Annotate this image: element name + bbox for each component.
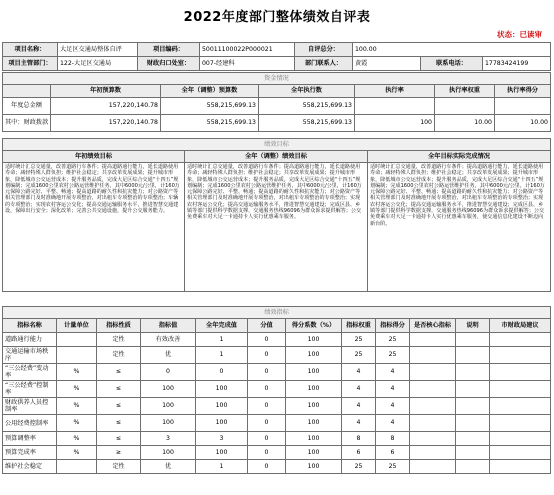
funds-initial: 157,220,140.78 bbox=[51, 115, 161, 132]
goal-adjusted-text: 适时统计汇总交通量，改善道路行车条件；提高道路通行能力，延长道路使用寿命；减轻特殊人群负担；维护社会稳定；共享改革发展成果；提升城市形象，降低城市公交运营成本；提升服务品质，完成大足区综合交通“十四五”规划编制；完成1600公里农村公路运营维护任务，其中6000元/公里，计160万元保障公路完好、平整、畅通；提高道路的耐久性和抗灾能力；对公路资产等相关管理部门及时准确地开展专项整治，对出租车专项整治的专项整治；实现农村客运公交化；提高交通运输服务水平，推进智慧交通建设；完成区县、乡镇等部门提供科学数据支撑，交通服务热线96096为群众诉求提供解答；公交免费乘车对大足一卡通持卡人实行优惠乘车服务。 bbox=[185, 163, 368, 292]
goals-header: 全年目标实际完成情况 bbox=[368, 151, 551, 163]
indicator-target: 0 bbox=[141, 364, 196, 381]
indicator-core bbox=[410, 432, 456, 446]
self-score-value: 100.00 bbox=[353, 43, 551, 57]
table-row bbox=[3, 347, 551, 364]
indicator-target: 3 bbox=[141, 432, 196, 446]
indicator-nature: 定性 bbox=[97, 460, 141, 474]
indicator-name: “三公经费”变动率 bbox=[3, 364, 57, 381]
table-row bbox=[3, 115, 551, 132]
goals-table bbox=[2, 138, 551, 292]
indicator-coef: 100 bbox=[286, 432, 342, 446]
indicator-coef: 100 bbox=[286, 460, 342, 474]
funds-header: 年初预算数 bbox=[51, 85, 161, 98]
contact-label: 部门联系人： bbox=[295, 57, 353, 71]
table-row bbox=[3, 333, 551, 347]
indicator-header: 全年完成值 bbox=[196, 319, 248, 333]
indicator-core bbox=[410, 347, 456, 364]
indicators-section-title: 绩效指标 bbox=[3, 307, 551, 319]
indicator-target: 100 bbox=[141, 398, 196, 415]
indicator-core bbox=[410, 446, 456, 460]
indicator-advice bbox=[490, 347, 551, 364]
status-badge: 状态：已读审 bbox=[497, 30, 542, 39]
indicator-score-val: 0 bbox=[248, 415, 286, 432]
indicator-pts: 4 bbox=[376, 381, 410, 398]
indicator-coef: 100 bbox=[286, 415, 342, 432]
indicator-weight: 4 bbox=[342, 381, 376, 398]
indicator-weight: 4 bbox=[342, 415, 376, 432]
indicator-coef: 100 bbox=[286, 446, 342, 460]
table-row bbox=[3, 460, 551, 474]
indicator-core bbox=[410, 415, 456, 432]
indicator-nature: 定性 bbox=[97, 347, 141, 364]
dept-label: 项目主管部门： bbox=[3, 57, 58, 71]
funds-initial: 157,220,140.78 bbox=[51, 98, 161, 115]
funds-rate bbox=[355, 98, 435, 115]
phone-label: 联系电话： bbox=[421, 57, 483, 71]
page-title: 2022年度部门整体绩效自评表 bbox=[183, 10, 371, 25]
indicator-advice bbox=[490, 446, 551, 460]
indicator-name: 交通运输市场秩序 bbox=[3, 347, 57, 364]
funds-row-label: 年度总金额 bbox=[3, 98, 51, 115]
goals-section-title: 绩效目标 bbox=[3, 139, 551, 151]
indicator-done: 100 bbox=[196, 381, 248, 398]
indicator-advice bbox=[490, 460, 551, 474]
indicator-done: 1 bbox=[196, 347, 248, 364]
indicator-name: 预算完成率 bbox=[3, 446, 57, 460]
indicator-note bbox=[456, 398, 490, 415]
indicator-note bbox=[456, 333, 490, 347]
table-row bbox=[3, 415, 551, 432]
table-row bbox=[3, 364, 551, 381]
indicator-name: 预算调整率 bbox=[3, 432, 57, 446]
finance-value: 007-经建科 bbox=[200, 57, 295, 71]
indicator-coef: 100 bbox=[286, 398, 342, 415]
indicator-nature: ≥ bbox=[97, 446, 141, 460]
indicator-target: 100 bbox=[141, 446, 196, 460]
indicator-name: 公用经费控制率 bbox=[3, 415, 57, 432]
indicator-weight: 25 bbox=[342, 347, 376, 364]
indicator-score-val: 0 bbox=[248, 460, 286, 474]
indicator-score-val: 0 bbox=[248, 333, 286, 347]
dept-value: 122-大足区交通局 bbox=[58, 57, 138, 71]
indicator-weight: 25 bbox=[342, 333, 376, 347]
table-row bbox=[3, 398, 551, 415]
indicator-target: 100 bbox=[141, 381, 196, 398]
indicator-pts: 4 bbox=[376, 398, 410, 415]
indicator-done: 1 bbox=[196, 460, 248, 474]
indicator-pts: 4 bbox=[376, 364, 410, 381]
indicator-name: 财政供养人员控制率 bbox=[3, 398, 57, 415]
indicator-done: 1 bbox=[196, 333, 248, 347]
indicator-header: 指标性质 bbox=[97, 319, 141, 333]
funds-adjusted: 558,215,699.13 bbox=[161, 115, 259, 132]
indicator-unit: % bbox=[57, 381, 97, 398]
funds-section-title: 资金情况 bbox=[3, 73, 551, 85]
funds-header: 全年（调整）预算数 bbox=[161, 85, 259, 98]
table-row bbox=[3, 98, 551, 115]
indicator-advice bbox=[490, 432, 551, 446]
indicator-header: 说明 bbox=[456, 319, 490, 333]
indicator-unit bbox=[57, 333, 97, 347]
indicator-note bbox=[456, 381, 490, 398]
indicator-nature: ≤ bbox=[97, 381, 141, 398]
project-name-value: 大足区交通局整体自评 bbox=[58, 43, 138, 57]
indicator-header: 指标权重 bbox=[342, 319, 376, 333]
indicator-note bbox=[456, 460, 490, 474]
indicator-advice bbox=[490, 364, 551, 381]
indicator-header: 计量单位 bbox=[57, 319, 97, 333]
indicator-target: 优 bbox=[141, 460, 196, 474]
indicator-nature: ≤ bbox=[97, 398, 141, 415]
indicator-core bbox=[410, 333, 456, 347]
indicator-target: 有效改善 bbox=[141, 333, 196, 347]
indicator-name: 道路通行能力 bbox=[3, 333, 57, 347]
indicator-header: 指标名称 bbox=[3, 319, 57, 333]
phone-value: 17783424199 bbox=[483, 57, 551, 71]
table-row bbox=[3, 381, 551, 398]
indicator-weight: 4 bbox=[342, 364, 376, 381]
indicator-rows bbox=[3, 333, 551, 474]
indicator-target: 优 bbox=[141, 347, 196, 364]
funds-weight: 10.00 bbox=[435, 115, 495, 132]
indicator-coef: 100 bbox=[286, 381, 342, 398]
indicator-unit bbox=[57, 460, 97, 474]
indicator-name: 维护社会稳定 bbox=[3, 460, 57, 474]
indicator-done: 100 bbox=[196, 446, 248, 460]
project-code-value: 50011100022P000021 bbox=[200, 43, 295, 57]
self-score-label: 自评总分： bbox=[295, 43, 353, 57]
funds-score: 10.00 bbox=[495, 115, 551, 132]
indicator-header: 得分系数（%） bbox=[286, 319, 342, 333]
goal-initial-text: 适时统计汇总交通量，改善道路行车条件；提高道路通行能力，延长道路使用寿命；减轻特殊人群负担；维护社会稳定；共享改革发展成果；提升城市形象，降低城市公交运营成本；提升服务品质，完成大足区综合交通“十四五”规划编制；完成1600公里农村公路运营维护任务，其中6000元/公里，计160万元保障公路完好、平整、畅通；提高道路的耐久性和抗灾能力；对公路资产等相关管理部门及时准确地开展专项整治，对出租车专项整治的专项整治；车辆的专项整治；实现农村客运公交化；提高交通运输服务水平，推进智慧交通建设，保障出行安全；深化改革；完善公共交通设施，提升公交服务能力。 bbox=[3, 163, 185, 292]
indicator-advice bbox=[490, 398, 551, 415]
contact-value: 黄霞 bbox=[353, 57, 421, 71]
indicator-core bbox=[410, 381, 456, 398]
project-name-label: 项目名称： bbox=[3, 43, 58, 57]
indicator-nature: 定性 bbox=[97, 333, 141, 347]
indicator-header: 指标得分 bbox=[376, 319, 410, 333]
indicator-weight: 8 bbox=[342, 432, 376, 446]
indicator-done: 3 bbox=[196, 432, 248, 446]
funds-header: 全年执行数 bbox=[259, 85, 355, 98]
funds-score bbox=[495, 98, 551, 115]
indicator-note bbox=[456, 446, 490, 460]
indicator-unit: % bbox=[57, 364, 97, 381]
indicator-unit: % bbox=[57, 398, 97, 415]
indicator-pts: 6 bbox=[376, 446, 410, 460]
indicator-note bbox=[456, 364, 490, 381]
indicator-weight: 6 bbox=[342, 446, 376, 460]
info-table bbox=[2, 42, 551, 71]
indicator-coef: 100 bbox=[286, 333, 342, 347]
indicator-score-val: 0 bbox=[248, 364, 286, 381]
indicator-unit: % bbox=[57, 415, 97, 432]
indicator-advice bbox=[490, 381, 551, 398]
indicator-score-val: 0 bbox=[248, 381, 286, 398]
indicator-advice bbox=[490, 333, 551, 347]
indicator-header: 市财政局建议 bbox=[490, 319, 551, 333]
indicator-coef: 100 bbox=[286, 347, 342, 364]
indicator-note bbox=[456, 432, 490, 446]
indicator-core bbox=[410, 364, 456, 381]
table-row bbox=[3, 432, 551, 446]
indicator-pts: 25 bbox=[376, 347, 410, 364]
indicator-done: 100 bbox=[196, 398, 248, 415]
funds-rate: 100 bbox=[355, 115, 435, 132]
finance-label: 财政归口处室： bbox=[138, 57, 200, 71]
indicator-core bbox=[410, 398, 456, 415]
funds-corner bbox=[3, 85, 51, 98]
indicator-note bbox=[456, 415, 490, 432]
indicator-done: 0 bbox=[196, 364, 248, 381]
indicator-weight: 4 bbox=[342, 398, 376, 415]
indicator-score-val: 0 bbox=[248, 446, 286, 460]
indicator-nature: ≤ bbox=[97, 415, 141, 432]
indicator-unit: % bbox=[57, 432, 97, 446]
project-code-label: 项目编码： bbox=[138, 43, 200, 57]
funds-weight bbox=[435, 98, 495, 115]
funds-executed: 558,215,699.13 bbox=[259, 115, 355, 132]
goal-actual-text: 适时统计汇总交通量，改善道路行车条件；提高道路通行能力，延长道路使用寿命；减轻特殊人群负担；维护社会稳定；共享改革发展成果；提升城市形象，降低城市公交运营成本；提升服务品质，完成大足区综合交通“十四五”规划编制；完成1600公里农村公路运营维护任务，其中6000元/公里，计160万元保障公路完好、平整、畅通；提高道路的耐久性和抗灾能力；对公路资产等相关管理部门及时准确地开展专项整治，对出租车专项整治的专项整治；实现农村客运公交化；提高交通运输服务水平，推进智慧交通建设；完成区县、乡镇等部门提供科学数据支撑，交通服务热线96096为群众诉求提供解答；公交免费乘车对大足一卡通持卡人实行优惠乘车服务，使交通信息化建设不断迈向新台阶。 bbox=[368, 163, 551, 292]
funds-table bbox=[2, 72, 551, 132]
funds-header: 执行率 bbox=[355, 85, 435, 98]
indicator-score-val: 0 bbox=[248, 398, 286, 415]
indicator-score-val: 0 bbox=[248, 432, 286, 446]
funds-header: 执行率得分 bbox=[495, 85, 551, 98]
indicator-advice bbox=[490, 415, 551, 432]
indicator-header: 是否核心指标 bbox=[410, 319, 456, 333]
indicators-table bbox=[2, 306, 551, 474]
goals-header: 年初绩效目标 bbox=[3, 151, 185, 163]
indicator-nature: ≤ bbox=[97, 432, 141, 446]
indicator-score-val: 0 bbox=[248, 347, 286, 364]
goals-header: 全年（调整）绩效目标 bbox=[185, 151, 368, 163]
table-row bbox=[3, 446, 551, 460]
indicator-pts: 25 bbox=[376, 460, 410, 474]
indicator-name: “三公经费”控制率 bbox=[3, 381, 57, 398]
indicator-unit bbox=[57, 347, 97, 364]
indicator-note bbox=[456, 347, 490, 364]
funds-header: 执行率权重 bbox=[435, 85, 495, 98]
funds-row-label: 其中：财政拨款 bbox=[3, 115, 51, 132]
indicator-coef: 100 bbox=[286, 364, 342, 381]
indicator-pts: 4 bbox=[376, 415, 410, 432]
indicator-pts: 25 bbox=[376, 333, 410, 347]
funds-adjusted: 558,215,699.13 bbox=[161, 98, 259, 115]
indicator-core bbox=[410, 460, 456, 474]
indicator-header: 分值 bbox=[248, 319, 286, 333]
funds-executed: 558,215,699.13 bbox=[259, 98, 355, 115]
indicator-weight: 25 bbox=[342, 460, 376, 474]
indicator-header: 指标值 bbox=[141, 319, 196, 333]
indicator-done: 100 bbox=[196, 415, 248, 432]
indicator-unit: % bbox=[57, 446, 97, 460]
indicator-target: 100 bbox=[141, 415, 196, 432]
indicator-pts: 8 bbox=[376, 432, 410, 446]
indicator-nature: ≤ bbox=[97, 364, 141, 381]
